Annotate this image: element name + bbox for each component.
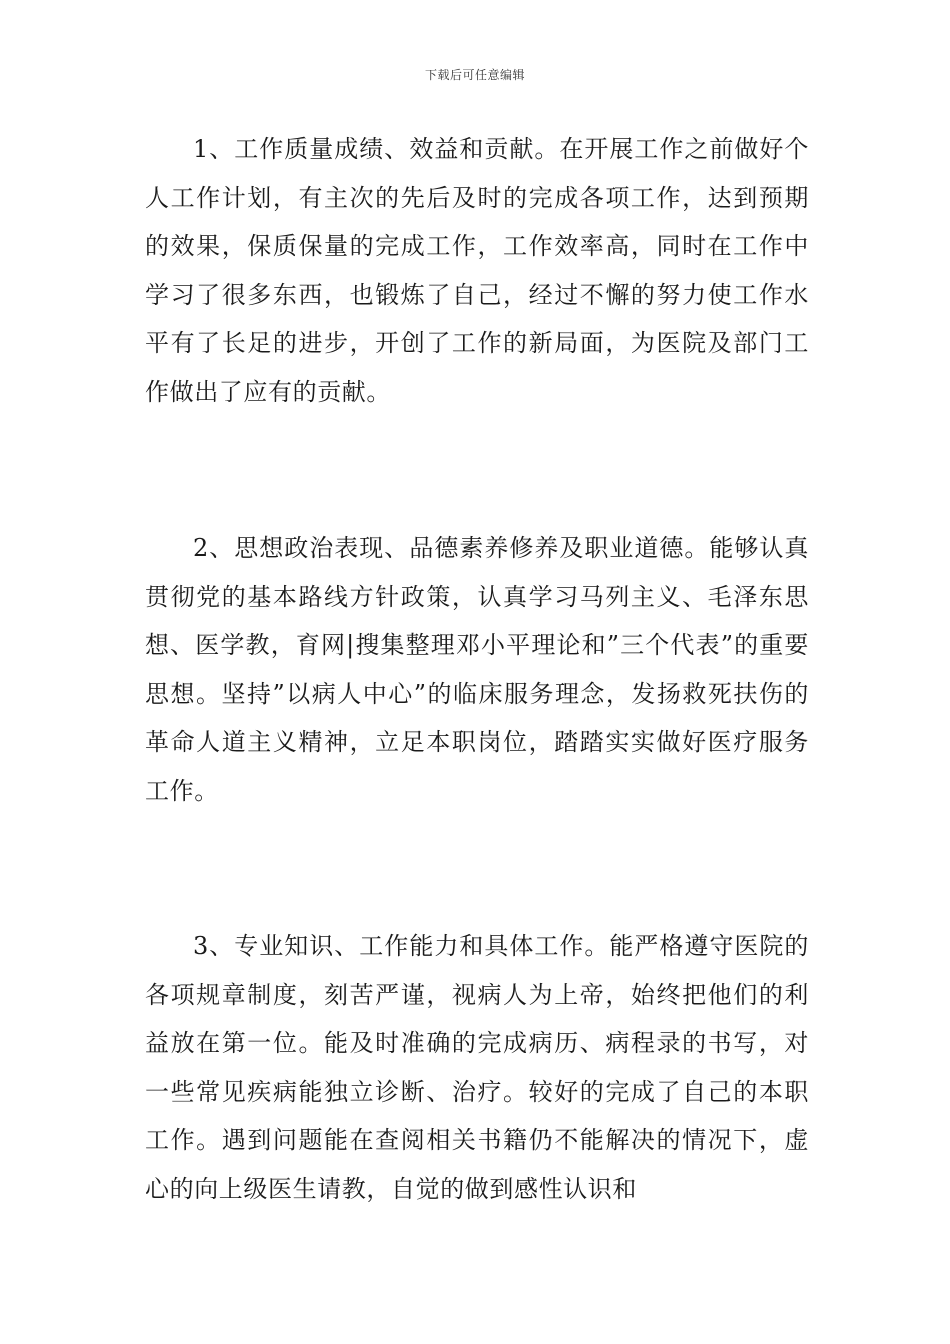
paragraph-political-ethics: 2、思想政治表现、品德素养修养及职业道德。能够认真贯彻党的基本路线方针政策，认真学习马列主义、毛泽东思想、医学教，育网|搜集整理邓小平理论和”三个代表”的重要思想。坚持”以病人中心”的临床服务理念，发扬救死扶伤的革命人道主义精神，立足本职岗位，踏踏实实做好医疗服务工作。 [145, 534, 809, 805]
paragraph-professional-knowledge: 3、专业知识、工作能力和具体工作。能严格遵守医院的各项规章制度，刻苦严谨，视病人为上帝，始终把他们的利益放在第一位。能及时准确的完成病历、病程录的书写，对一些常见疾病能独立诊断、治疗。较好的完成了自己的本职工作。遇到问题能在查阅相关书籍仍不能解决的情况下，虚心的向上级医生请教，自觉的做到感性认识和 [145, 932, 809, 1203]
paragraph-work-quality: 1、工作质量成绩、效益和贡献。在开展工作之前做好个人工作计划，有主次的先后及时的完成各项工作，达到预期的效果，保质保量的完成工作，工作效率高，同时在工作中学习了很多东西，也锻炼了自己，经过不懈的努力使工作水平有了长足的进步，开创了工作的新局面，为医院及部门工作做出了应有的贡献。 [145, 135, 809, 406]
header-note: 下载后可任意编辑 [424, 68, 525, 82]
